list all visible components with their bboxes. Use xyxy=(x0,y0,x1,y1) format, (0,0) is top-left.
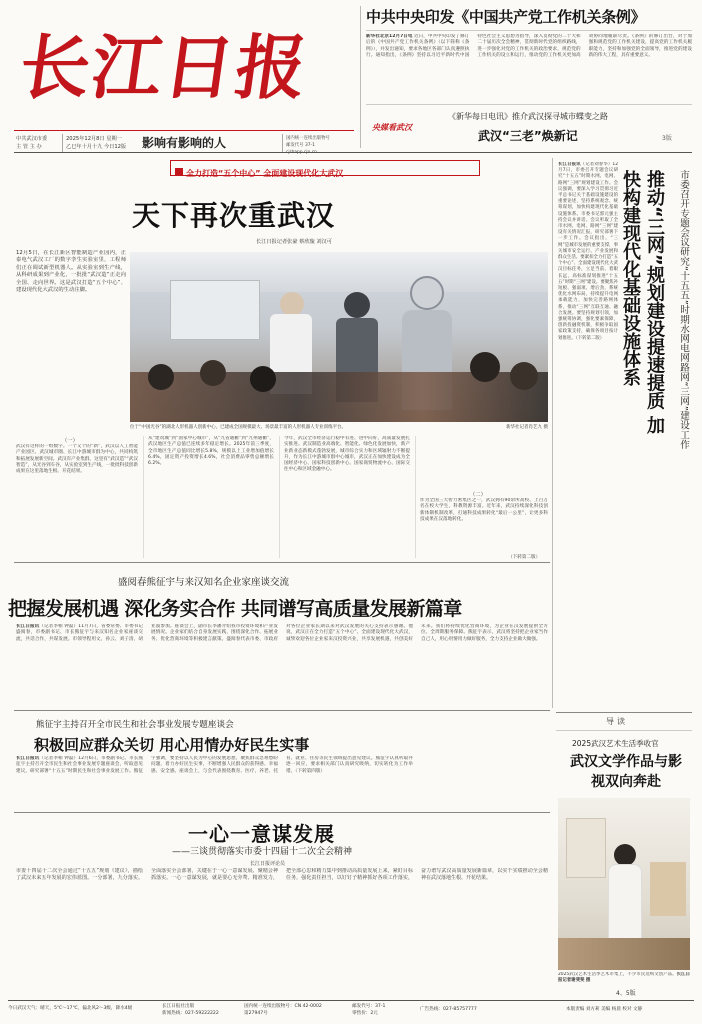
article2-headline[interactable]: 把握发展机遇 深化务实合作 共同谱写高质量发展新篇章 xyxy=(8,598,462,620)
feature-byline: 长江日报记者张豪 蔡欣璇 刘汉可 xyxy=(256,239,332,245)
article3-kicker: 熊征宇主持召开全市民生和社会事业发展专题座谈会 xyxy=(36,720,234,730)
sidebar-pages: 4、5版 xyxy=(616,990,636,997)
side-feature-body: 长江日报讯（记者刘春华）12月7日，市委召开专题会议研究“十五五”时期水网、电网、路网“三网”规划建设工作。会议强调，要深入学习贯彻习近平总书记关于基础设施建设的重要论述，坚持系统观念、统筹谋划，加快构建现代化基础设施体系。市委书记郭元强主持会议并讲话。会议听取了全市水网、电网、路网“三网”建设有关情况汇报，研究部署下一步工作。会议指出，“三网”是城市发展的重要支撑，事关城市安全运行、产业发展和群众生活。要紧扣全力打造“五个中心”、全面建设现代化大武汉目标任务，立足当前、着眼长远，高标准谋划推进“十五五”时期“三网”建设。要聚焦补短板、强弱项、增后劲，系统优化水网布局，持续提升电网承载能力，加快完善路网体系，推动“三网”互联互通、融合发展。要坚持规划引领，加强统筹协调，强化要素保障，创新投融资机制，积极争取国家政策支持，确保各项目按计划推进。（下转第二版） xyxy=(558,162,618,341)
feature-body-col3: 今年，武汉全市经济运行稳中有进、进中向好，高质量发展扎实推进。武汉制造业高端化、智能化、绿色化发展加快，新产业新业态新模式蓬勃发展，城市综合实力和区域辐射力不断提升，作为长江中游城市群中心城市，武汉正在加快建设成为全国经济中心、国家科技创新中心、国家商贸物流中心、国际交往中心和区域金融中心。 xyxy=(284,436,410,473)
sidebar-promo[interactable] xyxy=(556,714,692,998)
footer-price: 零售价：2元 xyxy=(352,1011,378,1016)
footer xyxy=(8,1003,694,1021)
feature-body-col4: 作为全国三大智力密集区之一，武汉拥有90余所高校、上百万名在校大学生，科教资源丰富。近年来，武汉持续深化科技创新体制机制改革，打通科技成果转化“最后一公里”，让更多科技成果在汉落地转化。 xyxy=(420,498,548,522)
promo-line2[interactable]: 武汉“三老”焕新记 xyxy=(478,129,578,143)
feature-section-1: （一） xyxy=(62,438,78,444)
footer-cn: 国内统一连续出版物号：CN 42-0002 xyxy=(244,1004,322,1009)
feature-headline[interactable]: 天下再次重武汉 xyxy=(132,199,336,232)
top-news-headline[interactable]: 中共中央印发《中国共产党工作机关条例》 xyxy=(366,8,646,26)
sidebar-header: 导读 xyxy=(606,717,628,726)
newspaper-logo: 长江日报 xyxy=(14,26,314,109)
feature-kicker: 全力打造“五个中心” 全面建设现代化大武汉 xyxy=(170,160,480,176)
article3-headline[interactable]: 积极回应群众关切 用心用情办好民生实事 xyxy=(34,736,310,754)
feature-section-2: （二） xyxy=(470,492,486,498)
feature-continued: （下转第二版） xyxy=(508,555,541,560)
feature-lead: 12月5日，在长江新区智能制造产业园内，正泰电气武汉工厂的数字孪生实验室里，工程师们正在调试新型机器人。从实验室到生产线，从科研成果到产业化，一批批“武汉造”正走向全国、走向世界。这是武汉打造“五个中心”、建设现代化大武汉的生动注脚。 xyxy=(16,250,126,294)
footer-phone: 新闻热线：027-59222222 xyxy=(162,1011,219,1016)
side-feature-headline[interactable]: 推动“三网”规划建设提速提质 加快构建现代化基础设施体系 xyxy=(620,170,665,434)
masthead xyxy=(14,4,354,154)
registration-info: 国内统一连续出版物号 邮发代号 37-1 xyxy=(286,135,354,156)
sidebar-title2[interactable]: 武汉文学作品与影视双向奔赴 xyxy=(570,754,682,790)
feature-body-col2: 从“建筑城”到“国家中心城市”，从“九省通衢”到“九州通衢”，武汉地区生产总值已连续多年稳定增长。2025年前三季度，全市地区生产总值同比增长5.8%，规模以上工业增加值增长6.4%，固定资产投资增长4.6%，社会消费品零售总额增长6.2%。 xyxy=(148,436,274,467)
article2-body: 长江日报讯（记者李相 钟磊）11月7日，省委常委、市委书记盛阅春，市委副书记、市长熊征宇与来汉知名企业家座谈交流，共话合作，共谋发展。市领导程用文、孙云、刘子清、胡亚波参加。座谈会上，副市长李潘介绍我市投资环境和产业发展情况。企业家们结合自身发展实践，围绕深化合作、拓展业务、优化营商环境等积极建言献策。盛阅春代表市委、市政府对各位企业家长期以来对武汉发展的关心支持表示感谢。他说，武汉正在全力打造“五个中心”、全面建设现代化大武汉，诚挚欢迎各位企业家来汉投资兴业，共享发展机遇，共创美好未来。我们将持续优化营商环境，为企业在汉发展提供全方位、全周期服务保障。熊征宇表示，武汉将坚持把企业家当作自己人，用心用情用力做好服务，全力支持企业做大做强。 xyxy=(16,624,548,642)
commentary-body: 市委十四届十二次全会通过“十五五”规划《建议》，描绘了武汉未来五年发展的宏伟蓝图。一分部署，九分落实。全面落实全会部署，关键在于一心一意谋发展、聚精会神抓落实。一心一意谋发展，就是要心无旁骛、精准发力，把全部心思和精力集中到推动高质量发展上来，紧盯目标任务，强化责任担当，以钉钉子精神抓好各项工作落实，奋力谱写武汉高质量发展新篇章，以实干实绩推动全会精神在武汉落地生根、开花结果。 xyxy=(16,868,548,881)
feature-body-col1: 武汉有这样的一组数字。一个又个的“新”，武汉以人工智能产业园区、武汉城市圈、长江中游城市群为中心，共同构筑和拓展发展新空间。武汉有产业集群，这里有“武汉造”“武汉智造”，从光谷到车谷，从实验室到生产线，一批批科技创新成果在这里落地生根、开花结果。 xyxy=(16,444,138,475)
footer-postal: 邮发代号：37-1 xyxy=(352,1004,386,1009)
sidebar-caption: 2025武汉艺术生活季艺术市集上，不少市民选购文创产品。长江日报记者谢斐斐 摄 xyxy=(558,972,690,984)
article3-body: 长江日报讯（记者李相 钟磊）12月6日，市委副书记、市长熊征宇主持召开全市民生和社会事业发展专题座谈会，听取意见建议，研究部署“十五五”时期民生和社会事业发展工作。熊征宇强调，要坚持以人民为中心的发展思想，聚焦群众急难愁盼问题，着力办好民生实事，不断增强人民群众的获得感、幸福感、安全感。座谈会上，与会代表围绕教育、医疗、养老、托育、就业、住房等民生领域提出意见建议。熊征宇认真听取并逐一回应，要求相关部门认真研究吸纳，切实转化为工作举措。（下转第四版） xyxy=(16,756,413,774)
commentary-headline[interactable]: 一心一意谋发展 xyxy=(188,822,335,846)
commentary-byline: 长江日报评论员 xyxy=(250,861,286,867)
sidebar-photo xyxy=(558,798,690,970)
footer-address: 长江日报社出版 xyxy=(162,1004,195,1009)
promo-page: 3版 xyxy=(662,135,672,142)
issue-date: 2025年12月8日 星期一 乙巳年十月十九 今日12版 xyxy=(66,136,127,150)
promo-brand: 央媒看武汉 xyxy=(372,123,412,132)
side-feature-kicker: 市委召开专题会议研究“十五五”时期水网电网路网“三网”建设工作 xyxy=(678,170,689,450)
footer-issue: 第27947号 xyxy=(244,1011,268,1016)
footer-ad-phone: 广告热线：027-85757777 xyxy=(420,1007,477,1012)
top-news xyxy=(366,6,692,98)
feature-photo-caption: 位于“中国光谷”的湖北人形机器人创新中心，已建成全国规模最大、场景最丰富的人形机器人专业训练平台。 新华社记者肖艺九 摄 xyxy=(130,425,548,430)
feature-photo xyxy=(130,252,548,422)
publisher-info: 中共武汉市委 主 管 主 办 xyxy=(16,136,48,150)
footer-weather: 今日武汉天气：晴天，5℃～17℃，偏北风2～3级，降水4级 xyxy=(8,1006,133,1011)
article2-kicker: 盛阅春熊征宇与来汉知名企业家座谈交流 xyxy=(118,577,290,588)
top-news-body: 新华社北京12月7日电 近日，中共中央印发了修订后的《中国共产党工作机关条例》（以下简称《条例》），并发出通知，要求各地区各部门认真遵照执行。通知指出，《条例》坚持以习近平新时代中国特色社会主义思想为指导，深入贯彻党的二十大和二十届历次全会精神，贯彻新时代党的组织路线，进一步强化对党的工作机关的政治要求，规范党的工作机关的设立和运行，推动党的工作机关更加高效协同地履职尽责。《条例》的修订出台，对于加强和规范党的工作机关建设，提高党的工作机关履职能力，坚持和加强党的全面领导，推进党的建设新的伟大工程，具有重要意义。 xyxy=(366,34,692,58)
footer-editors: 本版责编 刘方莉 美编 杨晨 校对 文静 xyxy=(566,1007,643,1012)
promo-box[interactable] xyxy=(366,104,692,148)
slogan: 影响有影响的人 xyxy=(142,136,227,150)
promo-line1[interactable]: 《新华每日电讯》推介武汉探寻城市蝶变之路 xyxy=(448,112,608,121)
commentary-subheadline: ——三谈贯彻落实市委十四届十二次全会精神 xyxy=(172,847,353,857)
sidebar-title1: 2025武汉艺术生活季收官 xyxy=(572,739,659,748)
